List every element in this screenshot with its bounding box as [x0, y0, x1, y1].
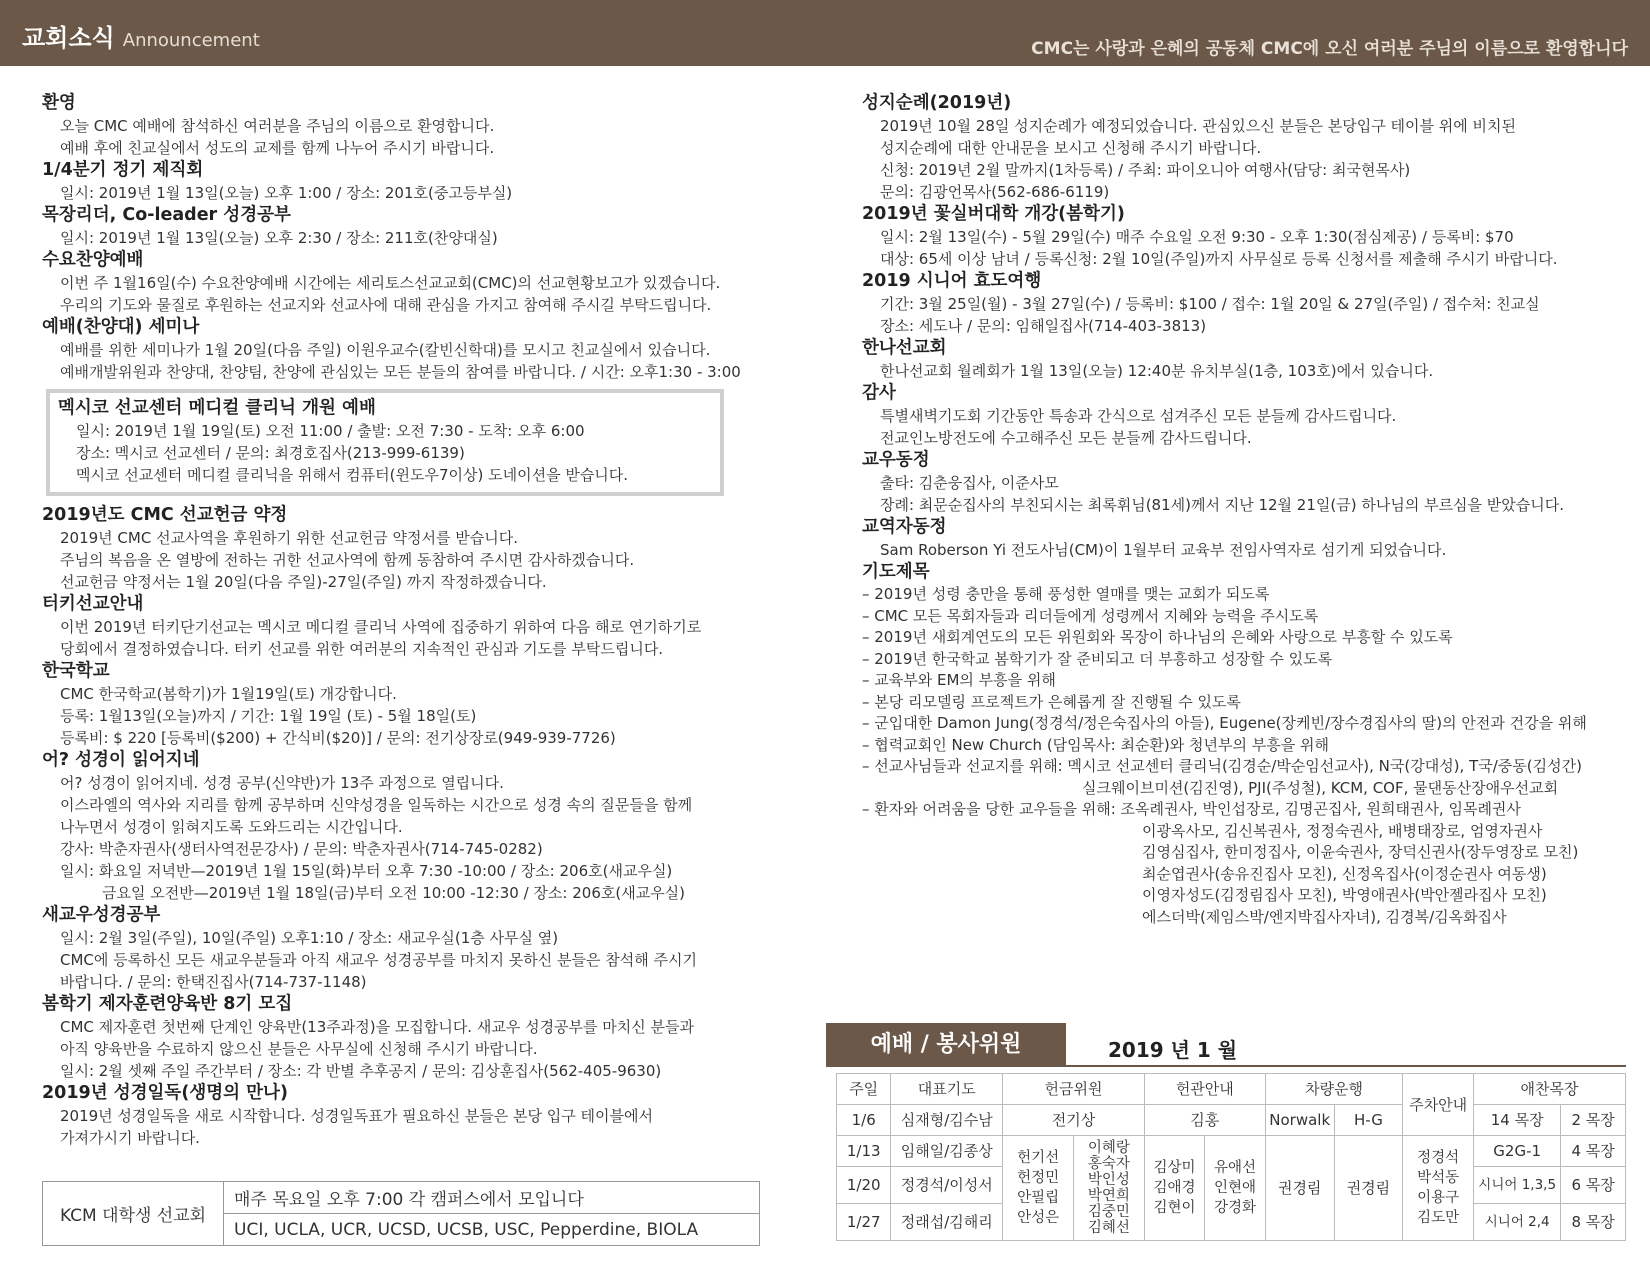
text-line: 장례: 최문순집사의 부친되시는 최록휘님(81세)께서 지난 12월 21일(금) 하나님의 부르심을 받았습니다. — [880, 496, 1565, 514]
service-section-title: 예배 / 봉사위원 — [826, 1023, 1066, 1067]
cell-guide-group — [1205, 1136, 1266, 1241]
text-line: 장소: 세도나 / 문의: 임해일집사(714-403-3813) — [880, 317, 1207, 335]
text-line: 예배 후에 친교실에서 성도의 교제를 함께 나누어 주시기 바랍니다. — [60, 139, 495, 157]
cell-love: 6 목장 — [1561, 1167, 1626, 1204]
kcm-campuses: UCI, UCLA, UCR, UCSD, UCSB, USC, Pepperdine, BIOLA — [224, 1214, 760, 1246]
prayer-item: – 2019년 성령 충만을 통해 풍성한 열매를 맺는 교회가 되도록 — [862, 585, 1270, 603]
cell-parking: 권경림 — [1265, 1136, 1334, 1241]
name: 김혜선 — [1087, 1220, 1130, 1236]
col-header: 헌관안내 — [1144, 1074, 1265, 1105]
cell-parking: H-G — [1334, 1105, 1403, 1136]
section-title: 목장리더, Co-leader 성경공부 — [42, 205, 291, 225]
name: 김도만 — [1417, 1210, 1460, 1226]
text-line: 일시: 2월 3일(주일), 10일(주일) 오후1:10 / 장소: 새교우실(1층 사무실 옆) — [60, 929, 559, 947]
service-divider — [1066, 1065, 1626, 1067]
text-line: 2019년 성경일독을 새로 시작합니다. 성경일독표가 필요하신 분들은 본당 입구 테이블에서 — [60, 1107, 654, 1125]
section-title: 2019년 꽃실버대학 개강(봄학기) — [862, 204, 1125, 224]
cell-prayer: 임해일/김종상 — [891, 1136, 1003, 1167]
prayer-item-continued: 이영자성도(김정림집사 모친), 박영애권사(박안젤라집사 모친) — [1142, 886, 1547, 904]
section-title: 새교우성경공부 — [42, 905, 161, 925]
section-title: 감사 — [862, 383, 896, 403]
prayer-item: – 환자와 어려움을 당한 교우들을 위해: 조옥례권사, 박인섭장로, 김명곤집사, 원희태권사, 임목례권사 — [862, 800, 1521, 818]
text-line: 신청: 2019년 2월 말까지(1차등록) / 주최: 파이오니아 여행사(담당: 최국현목사) — [880, 161, 1411, 179]
text-line: 일시: 2019년 1월 13일(오늘) 오후 1:00 / 장소: 201호(중고등부실) — [60, 184, 513, 202]
prayer-item-continued: 실크웨이브미션(김진영), PJI(주성철), KCM, COF, 물댄동산장애우선교회 — [1082, 778, 1559, 797]
text-line: 한나선교회 월례회가 1월 13일(오늘) 12:40분 유치부실(1층, 103호)에서 있습니다. — [880, 362, 1434, 380]
cell-offering: 전기상 — [1003, 1105, 1145, 1136]
section-title: 한나선교회 — [862, 338, 947, 358]
section-title: 터키선교안내 — [42, 594, 144, 614]
table-row — [837, 1105, 1626, 1136]
prayer-item-continued: 김영심집사, 한미정집사, 이윤숙권사, 장덕신권사(장두영장로 모친) — [1142, 843, 1579, 861]
cell-prayer: 정경석/이성서 — [891, 1167, 1003, 1204]
cell-prayer: 정래섭/김해리 — [891, 1204, 1003, 1241]
name: 안성은 — [1017, 1210, 1060, 1226]
name: 이용구 — [1417, 1190, 1460, 1206]
section-title: 성지순례(2019년) — [862, 93, 1012, 113]
text-line: 기간: 3월 25일(월) - 3월 27일(수) / 등록비: $100 / 접수: 1월 20일 & 27일(주일) / 접수처: 친교실 — [880, 295, 1540, 313]
name: 김중민 — [1087, 1204, 1130, 1220]
section-title: 예배(찬양대) 세미나 — [42, 317, 200, 337]
prayer-list — [862, 584, 1622, 928]
text-line: 일시: 2월 셋째 주일 주간부터 / 장소: 각 반별 추후공지 / 문의: 김상훈집사(562-405-9630) — [60, 1062, 662, 1080]
name: 김현이 — [1153, 1200, 1196, 1216]
col-header: 대표기도 — [891, 1074, 1003, 1105]
text-line: 문의: 김광언목사(562-686-6119) — [880, 183, 1110, 201]
text-line: 바랍니다. / 문의: 한택진집사(714-737-1148) — [60, 973, 367, 991]
text-line: 일시: 2019년 1월 19일(토) 오전 11:00 / 출발: 오전 7:30 - 도착: 오후 6:00 — [76, 422, 585, 440]
text-line: 등록: 1월13일(오늘)까지 / 기간: 1월 19일 (토) - 5월 18일(토) — [60, 707, 477, 725]
text-line: CMC에 등록하신 모든 새교우분들과 아직 새교우 성경공부를 마치지 못하신 분들은 참석해 주시기 — [60, 951, 697, 969]
text-line: 전교인노방전도에 수고해주신 모든 분들께 감사드립니다. — [880, 429, 1252, 447]
section-title: 2019 시니어 효도여행 — [862, 271, 1042, 291]
cell-date: 1/6 — [837, 1105, 891, 1136]
text-line: 아직 양육반을 수료하지 않으신 분들은 사무실에 신청해 주시기 바랍니다. — [60, 1040, 538, 1058]
text-line: 이스라엘의 역사와 지리를 함께 공부하며 신약성경을 일독하는 시간으로 성경 속의 질문들을 함께 — [60, 796, 693, 814]
cell-love: G2G-1 — [1474, 1136, 1561, 1167]
prayer-item-continued: 에스더박(제임스박/엔지박집사자녀), 김경복/김옥화집사 — [1142, 907, 1507, 926]
section-title: 기도제목 — [862, 562, 930, 582]
cell-offering-group — [1003, 1136, 1074, 1241]
text-line: 이번 주 1월16일(수) 수요찬양예배 시간에는 세리토스선교교회(CMC)의 선교현황보고가 있겠습니다. — [60, 274, 721, 292]
text-line: 멕시코 선교센터 메디컬 클리닉을 위해서 컴퓨터(윈도우7이상) 도네이션을 받습니다. — [76, 466, 629, 484]
text-line: 일시: 2019년 1월 13일(오늘) 오후 2:30 / 장소: 211호(찬양대실) — [60, 229, 498, 247]
cell-love: 시니어 2,4 — [1474, 1204, 1561, 1241]
cell-parking: Norwalk — [1265, 1105, 1334, 1136]
name: 박인성 — [1087, 1172, 1130, 1188]
col-header: 주일 — [837, 1074, 891, 1105]
name: 인현애 — [1214, 1180, 1257, 1196]
text-line: 성지순례에 대한 안내문을 보시고 신청해 주시기 바랍니다. — [880, 139, 1262, 157]
prayer-item: – 협력교회인 New Church (담임목사: 최순환)와 청년부의 부흥을 위해 — [862, 735, 1329, 754]
section-title: 멕시코 선교센터 메디컬 클리닉 개원 예배 — [58, 398, 376, 418]
section-title: 교우동정 — [862, 450, 930, 470]
text-line: CMC 한국학교(봄학기)가 1월19일(토) 개강합니다. — [60, 685, 397, 703]
name: 유애선 — [1214, 1160, 1257, 1176]
text-line: 2019년 10월 28일 성지순례가 예정되었습니다. 관심있으신 분들은 본당입구 테이블 위에 비치된 — [880, 117, 1516, 135]
section-title: 환영 — [42, 93, 76, 113]
name: 김상미 — [1153, 1160, 1196, 1176]
section-title: 2019년 성경일독(생명의 만나) — [42, 1083, 288, 1103]
text-line: 2019년 CMC 선교사역을 후원하기 위한 선교헌금 약정서를 받습니다. — [60, 529, 518, 547]
cell-date: 1/27 — [837, 1204, 891, 1241]
text-line: 어? 성경이 읽어지네. 성경 공부(신약반)가 13주 과정으로 열립니다. — [60, 774, 504, 792]
section-title: 교역자동정 — [862, 517, 947, 537]
cell-guide: 김홍 — [1144, 1105, 1265, 1136]
prayer-item: – 2019년 새회계연도의 모든 위원회와 목장이 하나님의 은혜와 사랑으로 부흥할 수 있도록 — [862, 628, 1453, 646]
header-title — [22, 18, 260, 53]
text-line: 주님의 복음을 온 열방에 전하는 귀한 선교사역에 함께 동참하여 주시면 감사하겠습니다. — [60, 551, 635, 569]
service-month: 2019 년 1 월 — [1108, 1038, 1238, 1062]
header-title-en: Announcement — [122, 30, 260, 51]
cell-date: 1/13 — [837, 1136, 891, 1167]
cell-offering-group — [1073, 1136, 1144, 1241]
text-line: CMC 제자훈련 첫번째 단계인 양육반(13주과정)을 모집합니다. 새교우 성경공부를 마치신 분들과 — [60, 1018, 695, 1036]
prayer-item: – CMC 모든 목회자들과 리더들에게 성령께서 지혜와 능력을 주시도록 — [862, 606, 1319, 625]
header-title-ko: 교회소식 — [22, 24, 115, 52]
left-column — [42, 92, 762, 1149]
text-line: 장소: 멕시코 선교센터 / 문의: 최경호집사(213-999-6139) — [76, 444, 465, 462]
col-header: 차량운행 — [1265, 1074, 1402, 1105]
cell-date: 1/20 — [837, 1167, 891, 1204]
text-line: 선교헌금 약정서는 1월 20일(다음 주일)-27일(주일) 까지 작정하겠습니다. — [60, 573, 547, 591]
cell-love: 2 목장 — [1561, 1105, 1626, 1136]
name: 박석동 — [1417, 1170, 1460, 1186]
name: 헌기선 — [1017, 1150, 1060, 1166]
text-line: 예배를 위한 세미나가 1월 20일(다음 주일) 이원우교수(칼빈신학대)를 모시고 친교실에서 있습니다. — [60, 341, 711, 359]
text-line: 나누면서 성경이 읽혀지도록 도와드리는 시간입니다. — [60, 818, 403, 836]
cell-love: 8 목장 — [1561, 1204, 1626, 1241]
section-title: 수요찬양예배 — [42, 250, 144, 270]
col-header: 애찬목장 — [1474, 1074, 1626, 1105]
prayer-item-continued: 이광옥사모, 김신복권사, 정정숙권사, 배병태장로, 엄영자권사 — [1142, 821, 1543, 840]
prayer-item: – 군입대한 Damon Jung(정경석/정은숙집사의 아들), Eugene(장케빈/장수경집사의 딸)의 안전과 건강을 위해 — [862, 714, 1587, 732]
text-line: 일시: 2월 13일(수) - 5월 29일(수) 매주 수요일 오전 9:30 - 오후 1:30(점심제공) / 등록비: $70 — [880, 228, 1514, 246]
text-line: 일시: 화요일 저녁반—2019년 1월 15일(화)부터 오후 7:30 -10:00 / 장소: 206호(새교우실) — [60, 862, 673, 880]
cell-guide-group — [1144, 1136, 1205, 1241]
text-line: 출타: 김춘웅집사, 이준사모 — [880, 474, 1059, 492]
col-header: 주차안내 — [1403, 1074, 1474, 1136]
text-line: 등록비: $ 220 [등록비($200) + 간식비($20)] / 문의: 전기상장로(949-939-7726) — [60, 729, 616, 747]
highlight-box — [46, 389, 724, 496]
text-line: 강사: 박춘자권사(생터사역전문강사) / 문의: 박춘자권사(714-745-0282) — [60, 840, 543, 858]
section-title: 1/4분기 정기 제직회 — [42, 160, 204, 180]
prayer-item: – 교육부와 EM의 부흥을 위해 — [862, 671, 1056, 689]
text-line: 오늘 CMC 예배에 참석하신 여러분을 주님의 이름으로 환영합니다. — [60, 117, 495, 135]
right-column — [862, 92, 1622, 928]
text-line: 우리의 기도와 물질로 후원하는 선교지와 선교사에 대해 관심을 가지고 참여해 주시길 부탁드립니다. — [60, 296, 712, 314]
cell-prayer: 심재형/김수남 — [891, 1105, 1003, 1136]
table-header-row — [837, 1074, 1626, 1105]
text-line: Sam Roberson Yi 전도사님(CM)이 1월부터 교육부 전임사역자로 섬기게 되었습니다. — [880, 541, 1447, 559]
prayer-item: – 본당 리모델링 프로젝트가 은혜롭게 잘 진행될 수 있도록 — [862, 692, 1241, 711]
section-title: 2019년도 CMC 선교헌금 약정 — [42, 505, 288, 525]
text-line: 이번 2019년 터키단기선교는 멕시코 메디컬 클리닉 사역에 집중하기 위하여 다음 해로 연기하기로 — [60, 618, 702, 636]
prayer-item: – 2019년 한국학교 봄학기가 잘 준비되고 더 부흥하고 성장할 수 있도록 — [862, 649, 1333, 668]
cell-love: 14 목장 — [1474, 1105, 1561, 1136]
section-title: 어? 성경이 읽어지네 — [42, 750, 200, 770]
service-table — [836, 1073, 1626, 1241]
header-bar — [0, 0, 1650, 66]
text-line: 금요일 오전반—2019년 1월 18일(금)부터 오전 10:00 -12:30 / 장소: 206호(새교우실) — [102, 884, 686, 902]
section-title: 한국학교 — [42, 661, 110, 681]
kcm-schedule: 매주 목요일 오후 7:00 각 캠퍼스에서 모입니다 — [224, 1182, 760, 1214]
cell-love: 4 목장 — [1561, 1136, 1626, 1167]
text-line: 대상: 65세 이상 남녀 / 등록신청: 2월 10일(주일)까지 사무실로 등록 신청서를 제출해 주시기 바랍니다. — [880, 250, 1558, 268]
text-line: 가져가시기 바랍니다. — [60, 1129, 200, 1147]
name: 헌정민 — [1017, 1170, 1060, 1186]
name: 안필립 — [1017, 1190, 1060, 1206]
name: 김애경 — [1153, 1180, 1196, 1196]
prayer-item: – 선교사님들과 선교지를 위해: 멕시코 선교센터 클리닉(김경순/박순임선교사), N국(강대성), T국/중동(김성간) — [862, 757, 1582, 775]
kcm-info-table — [42, 1181, 760, 1246]
name: 정경석 — [1417, 1150, 1460, 1166]
col-header: 헌금위원 — [1003, 1074, 1145, 1105]
cell-love: 시니어 1,3,5 — [1474, 1167, 1561, 1204]
section-title: 봄학기 제자훈련양육반 8기 모집 — [42, 994, 293, 1014]
cell-parking: 권경림 — [1334, 1136, 1403, 1241]
name: 강경화 — [1214, 1200, 1257, 1216]
name: 홍숙자 — [1087, 1156, 1130, 1172]
prayer-item-continued: 최순엽권사(송유진집사 모친), 신정옥집사(이정순권사 여동생) — [1142, 864, 1547, 883]
cell-parking-guide-group — [1403, 1136, 1474, 1241]
table-row — [837, 1136, 1626, 1167]
text-line: 당회에서 결정하였습니다. 터키 선교를 위한 여러분의 지속적인 관심과 기도를 부탁드립니다. — [60, 640, 664, 658]
name: 이혜랑 — [1087, 1140, 1130, 1156]
text-line: 예배개발위원과 찬양대, 찬양팀, 찬양에 관심있는 모든 분들의 참여를 바랍니다. / 시간: 오후1:30 - 3:00 — [60, 363, 741, 381]
kcm-label: KCM 대학생 선교회 — [43, 1182, 224, 1246]
text-line: 특별새벽기도회 기간동안 특송과 간식으로 섬겨주신 모든 분들께 감사드립니다. — [880, 407, 1397, 425]
header-slogan: CMC는 사랑과 은혜의 공동체 CMC에 오신 여러분 주님의 이름으로 환영합니다 — [1031, 39, 1628, 59]
name: 박연희 — [1087, 1188, 1130, 1204]
